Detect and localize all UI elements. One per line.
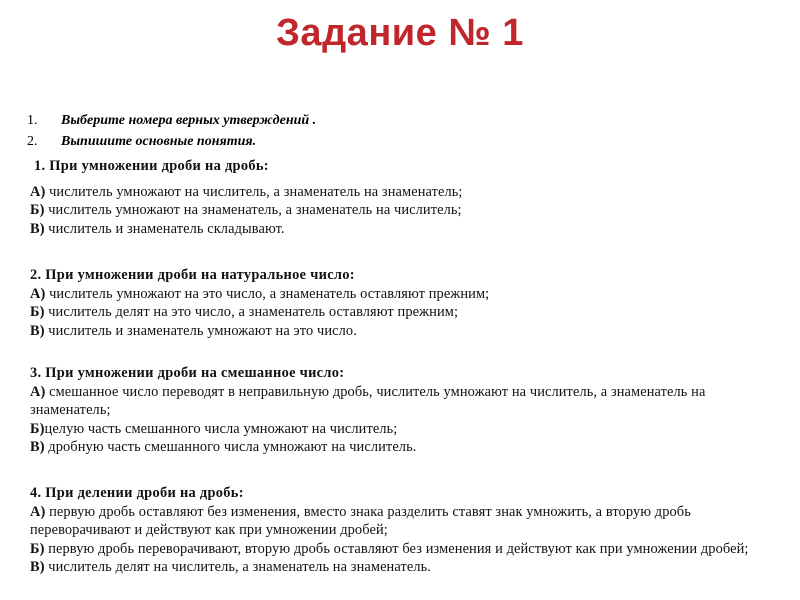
answer-option-v — [30, 220, 782, 239]
option-text: числитель умножают на знаменатель, а знаменатель на числитель; — [44, 202, 462, 219]
option-letter: В) — [30, 559, 45, 576]
question-heading: 1. При умножении дроби на дробь: — [34, 158, 269, 174]
option-text: числитель и знаменатель складывают. — [44, 220, 285, 237]
instruction-number: 1. — [27, 113, 38, 128]
option-letter: Б) — [30, 420, 45, 437]
question-block-1 — [30, 157, 782, 238]
question-heading: 4. При делении дроби на дробь: — [30, 485, 244, 501]
option-letter: А) — [30, 383, 46, 400]
option-letter: Б) — [30, 202, 45, 219]
question-block-3 — [30, 364, 782, 457]
option-text: смешанное число переводят в неправильную дробь, числитель умножают на числитель, а знаменатель на знаменатель; — [30, 383, 706, 419]
instructions-list — [27, 110, 316, 152]
question-heading: 2. При умножении дроби на натуральное число: — [30, 267, 355, 283]
answer-option-a — [30, 183, 782, 202]
answer-option-v — [30, 322, 782, 341]
option-text: числитель умножают на это число, а знаменатель оставляют прежним; — [45, 285, 490, 302]
option-letter: Б) — [30, 304, 45, 321]
answer-option-b — [30, 420, 782, 439]
question-block-2 — [30, 266, 782, 340]
option-text: первую дробь переворачивают, вторую дробь оставляют без изменения и действуют как при умножении дробей; — [44, 540, 749, 557]
option-letter: В) — [30, 439, 45, 456]
answer-option-v — [30, 438, 782, 457]
option-text: целую часть смешанного числа умножают на числитель; — [44, 420, 398, 437]
question-block-4 — [30, 484, 782, 577]
option-letter: Б) — [30, 540, 45, 557]
option-text: числитель умножают на числитель, а знаменатель на знаменатель; — [45, 183, 463, 200]
option-text: числитель и знаменатель умножают на это число. — [44, 322, 357, 339]
answer-option-a — [30, 285, 782, 304]
instruction-item — [27, 110, 316, 131]
instruction-item — [27, 131, 316, 152]
option-text: числитель делят на числитель, а знаменатель на знаменатель. — [44, 559, 431, 576]
page-title: Задание № 1 — [276, 12, 524, 54]
answer-option-a — [30, 503, 782, 540]
answer-option-b — [30, 201, 782, 220]
option-letter: А) — [30, 285, 46, 302]
question-heading: 3. При умножении дроби на смешанное число: — [30, 365, 345, 381]
answer-option-b — [30, 540, 782, 559]
instruction-number: 2. — [27, 134, 38, 149]
answer-option-v — [30, 558, 782, 577]
option-letter: В) — [30, 220, 45, 237]
instruction-text: Выпишите основные понятия. — [61, 134, 257, 149]
option-letter: А) — [30, 503, 46, 520]
answer-option-b — [30, 303, 782, 322]
option-text: дробную часть смешанного числа умножают на числитель. — [44, 439, 417, 456]
option-text: числитель делят на это число, а знаменатель оставляют прежним; — [44, 304, 459, 321]
answer-option-a — [30, 383, 782, 420]
instruction-text: Выберите номера верных утверждений . — [61, 113, 317, 128]
option-text: первую дробь оставляют без изменения, вместо знака разделить ставят знак умножить, а вторую дробь переворачивают и действуют как при умножении дробей; — [30, 503, 691, 539]
option-letter: А) — [30, 183, 46, 200]
option-letter: В) — [30, 322, 45, 339]
